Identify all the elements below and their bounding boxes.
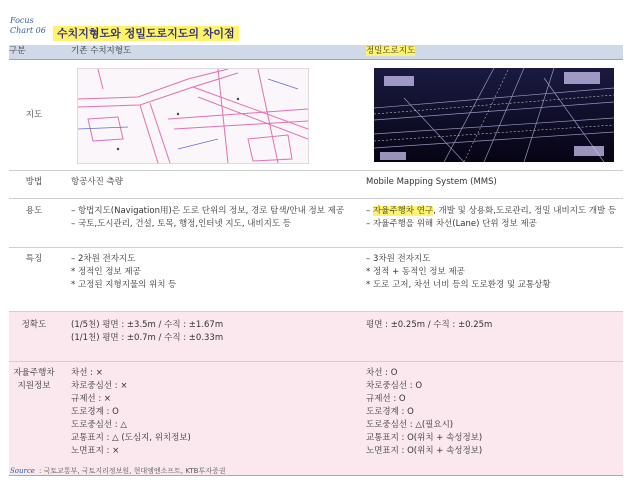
existing-map-cell — [59, 60, 351, 171]
point-cloud-image — [374, 68, 614, 162]
autonomous-precise-road-boundary: 도로경계 : O — [366, 407, 414, 417]
use-row — [9, 199, 623, 248]
features-row — [9, 248, 623, 312]
autonomous-precise — [351, 362, 623, 476]
chart-number: Chart 06 — [10, 26, 46, 35]
method-existing: 항공사진 측량 — [59, 171, 351, 199]
features-existing-line-2: * 정적인 정보 제공 — [71, 267, 141, 277]
source-note — [10, 466, 226, 476]
source-text: 국토교통부, 국토지리정보원, 현대엠엔소프트, KTB투자증권 — [43, 467, 226, 475]
use-existing — [59, 199, 351, 248]
autonomous-existing-traffic-sign: 교통표지 : △ (도심지, 위치정보) — [71, 433, 191, 443]
use-existing-line-2: – 국토,도시관리, 건설, 토목, 행정,인터넷 지도, 내비지도 등 — [71, 219, 292, 229]
precise-map-header-text: 정밀도로지도 — [366, 46, 416, 56]
focus-label — [10, 16, 46, 36]
autonomous-existing-lane: 차선 : × — [71, 368, 103, 378]
features-existing — [59, 248, 351, 312]
features-precise — [351, 248, 623, 312]
features-existing-line-1: – 2차원 전자지도 — [71, 254, 136, 264]
point-cloud-drawing — [374, 68, 614, 162]
autonomous-precise-lane-center: 차로중심선 : O — [366, 381, 423, 391]
use-label: 용도 — [9, 199, 59, 248]
map-row — [9, 60, 623, 171]
accuracy-precise — [351, 312, 623, 362]
header-row — [9, 45, 623, 60]
autonomous-existing-road-center: 도로중심선 : △ — [71, 420, 127, 430]
method-label: 방법 — [9, 171, 59, 199]
use-precise-line-2: – 자율주행을 위해 차선(Lane) 단위 정보 제공 — [366, 219, 537, 229]
autonomous-label-line-1: 자율주행차 — [13, 368, 55, 378]
features-existing-line-3: * 고정된 지형지물의 위치 등 — [71, 280, 177, 290]
focus-word: Focus — [10, 16, 34, 25]
col-header-precise-map — [351, 45, 623, 60]
autonomous-existing-lane-center: 차로중심선 : × — [71, 381, 128, 391]
source-label: Source — [10, 467, 35, 475]
use-precise-rest: , 개발 및 상용화,도로관리, 정밀 내비지도 개발 등 — [433, 206, 617, 216]
autonomous-existing — [59, 362, 351, 476]
autonomous-label-line-2: 지원정보 — [17, 381, 51, 391]
col-header-category: 구분 — [9, 45, 59, 60]
topographic-map-drawing — [78, 69, 308, 163]
comparison-table — [9, 45, 623, 476]
features-precise-line-1: – 3차원 전자지도 — [366, 254, 431, 264]
use-existing-line-1: – 항법지도(Navigation用)은 도로 단위의 정보, 경로 탐색/안내 정보 제공 — [71, 206, 345, 216]
chart-title: 수치지형도와 정밀도로지도의 차이점 — [53, 26, 239, 41]
map-row-label: 지도 — [9, 60, 59, 171]
col-header-existing-map: 기존 수치지형도 — [59, 45, 351, 60]
use-precise-line-1: – 자율주행차 연구, 개발 및 상용화,도로관리, 정밀 내비지도 개발 등 — [366, 206, 617, 216]
autonomous-label — [9, 362, 59, 476]
use-precise — [351, 199, 623, 248]
accuracy-existing-line-2: (1/1천) 평면 : ±0.7m / 수직 : ±0.33m — [71, 333, 224, 343]
autonomous-precise-road-center: 도로중심선 : △(필요시) — [366, 420, 454, 430]
autonomous-precise-regulation: 규제선 : O — [366, 394, 406, 404]
autonomous-precise-lane: 차선 : O — [366, 368, 398, 378]
precise-map-cell — [351, 60, 623, 171]
accuracy-label: 정확도 — [9, 312, 59, 362]
method-precise: Mobile Mapping System (MMS) — [351, 171, 623, 199]
topographic-map-image — [77, 68, 309, 164]
autonomous-row — [9, 362, 623, 476]
source-colon: : — [38, 467, 42, 475]
autonomous-existing-road-marking: 노면표지 : × — [71, 446, 120, 456]
autonomous-precise-road-marking: 노면표지 : O(위치 + 속성정보) — [366, 446, 483, 456]
accuracy-existing — [59, 312, 351, 362]
autonomous-existing-road-boundary: 도로경계 : O — [71, 407, 119, 417]
use-precise-highlight: 자율주행차 연구 — [372, 206, 434, 216]
autonomous-existing-regulation: 규제선 : × — [71, 394, 112, 404]
accuracy-precise-line-1: 평면 : ±0.25m / 수직 : ±0.25m — [366, 320, 493, 330]
features-precise-line-3: * 도로 고저, 차선 너비 등의 도로환경 및 교통상황 — [366, 280, 551, 290]
accuracy-row — [9, 312, 623, 362]
features-precise-line-2: * 정적 + 동적인 정보 제공 — [366, 267, 465, 277]
features-label: 특징 — [9, 248, 59, 312]
accuracy-existing-line-1: (1/5천) 평면 : ±3.5m / 수직 : ±1.67m — [71, 320, 224, 330]
autonomous-precise-traffic-sign: 교통표지 : O(위치 + 속성정보) — [366, 433, 483, 443]
method-row — [9, 171, 623, 199]
